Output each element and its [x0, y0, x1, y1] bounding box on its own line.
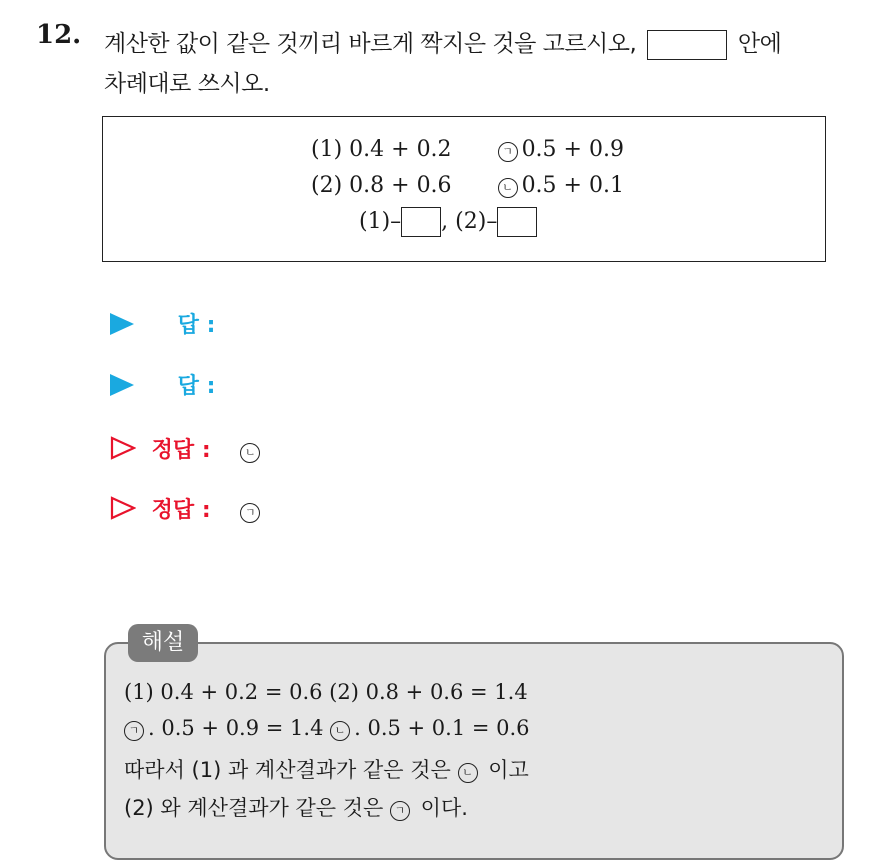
pair-1-label: (1)–: [359, 209, 402, 234]
answer-blank: [647, 30, 727, 60]
pair-1-blank: [401, 207, 441, 237]
solution-expr-nieun: . 0.5 + 0.1 = 0.6: [354, 716, 530, 740]
outline-triangle-icon: [110, 436, 136, 460]
question-number: 12.: [36, 20, 82, 50]
marker-nieun-icon: ㄴ: [458, 763, 478, 783]
solution-text: 이고: [481, 758, 529, 782]
expr-1: (1) 0.4 + 0.2: [311, 137, 452, 162]
expr-giyeok: 0.5 + 0.9: [521, 137, 624, 162]
pair-2-label: , (2)–: [441, 209, 498, 234]
correct-answer-line-2: [110, 496, 264, 526]
answer-label: 답 :: [177, 313, 216, 338]
answer-line-1: [110, 311, 237, 341]
answer-label: 답 :: [177, 374, 216, 399]
solution-line-4: [124, 792, 468, 822]
answer-line-2: [110, 372, 237, 402]
outline-triangle-icon: [110, 496, 136, 520]
problem-row-1: [311, 137, 624, 162]
solution-expr-giyeok: . 0.5 + 0.9 = 1.4: [148, 716, 331, 740]
marker-nieun-icon: ㄴ: [498, 178, 518, 198]
question-text-part2: 안에: [737, 31, 782, 57]
solution-tab: 해설: [128, 624, 198, 662]
correct-answer-value: ㄴ: [240, 443, 260, 463]
expr-nieun: 0.5 + 0.1: [521, 173, 624, 198]
solution-line-2: [124, 716, 530, 741]
correct-answer-line-1: [110, 436, 264, 466]
question-text-line2: 차례대로 쓰시오.: [104, 71, 270, 97]
solution-box: [104, 642, 844, 860]
problem-row-2: [311, 173, 624, 198]
marker-giyeok-icon: ㄱ: [124, 721, 144, 741]
pair-2-blank: [497, 207, 537, 237]
filled-triangle-icon: [110, 374, 134, 396]
solution-text: 따라서 (1) 과 계산결과가 같은 것은: [124, 758, 458, 782]
problem-box: [102, 116, 826, 262]
solution-line-3: [124, 754, 529, 784]
solution-line-1: (1) 0.4 + 0.2 = 0.6 (2) 0.8 + 0.6 = 1.4: [124, 680, 528, 704]
marker-giyeok-icon: ㄱ: [498, 142, 518, 162]
expr-2: (2) 0.8 + 0.6: [311, 173, 452, 198]
solution-text: (2) 와 계산결과가 같은 것은: [124, 796, 390, 820]
correct-answer-value: ㄱ: [240, 503, 260, 523]
correct-answer-label: 정답 :: [151, 498, 211, 523]
marker-giyeok-icon: ㄱ: [390, 801, 410, 821]
question-text: [104, 24, 874, 104]
solution-text: 이다.: [413, 796, 468, 820]
marker-nieun-icon: ㄴ: [330, 721, 350, 741]
problem-row-3: [359, 207, 537, 237]
question-text-part1: 계산한 값이 같은 것끼리 바르게 짝지은 것을 고르시오,: [104, 31, 637, 57]
correct-answer-label: 정답 :: [151, 438, 211, 463]
filled-triangle-icon: [110, 313, 134, 335]
